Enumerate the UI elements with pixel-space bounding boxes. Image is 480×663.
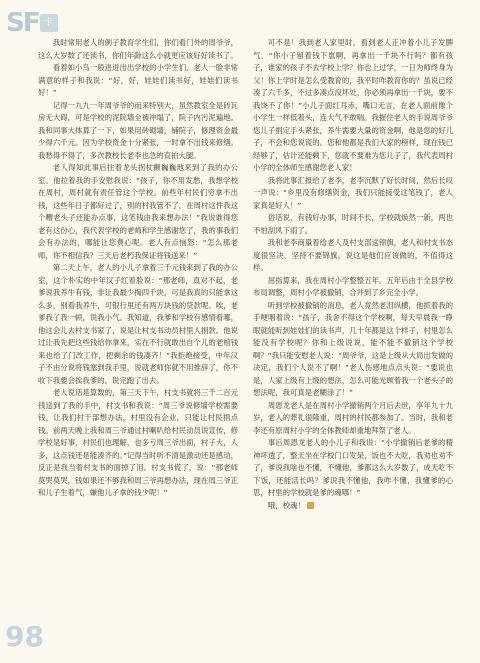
logo-stamp: 卡 [40, 14, 58, 32]
paragraph: 看着如小鸟一般进进出出学校的小学生们，老人一脸非常满意的样子和我说：“好，好，娃娃们读书好，娃娃们读书好！” [38, 63, 238, 97]
paragraph: 可不是！我到老人家里时，看到老人正冲着小儿子发脾气，“你小子留着钱下崽啊，再拿出一千块不行吗？都有孩子，谁家的孩子不去学校上学？你也上过学，一日为师终身为父！你上学时是怎么受教育的，我平时咋教育你的？虽说已经凑了六千多，不过多凑点没坏处，你必须再拿出一千块，要不我饶不了你！”小儿子面红耳赤，嘴口无言，在老人面前像个小学生一样低着头，连大气不敢喘。我握住老人的手说周爷爷您儿子捐定手头紧张，养牛需要大量的资金啊，他是您的好儿子，不会和您说谎的。您和他都是我们大家的榜样，现在钱已经够了，估计还能剩下，您就不要难为您儿子了，我代表周村小学的全体师生感谢您老人家！ [253, 38, 453, 172]
paragraph: 屈指算来，我在周村小学整整五年。五年后由于全县学校布局调整，周村小学被撤销，合并到了乡完全小学。 [253, 275, 453, 297]
paragraph: 听到学校被撤销的消息，老人竟然老泪纵横，他抓着我的手哽咽着说：“孩子，我舍不得这个学校啊，每天早晨我一睁眼就能听到娃娃们的读书声，几十年都是这个样子，村里怎么能没有学校呢？你和上级说说，能不能不撤销这个学校啊？”我只能安慰老人说：“周爷爷，这是上级从大局出发做的决定，我们个人说不了啊！”老人伤感地点点头说：“要说也是，人家上级有上级的想法，怎么可能光顾着我一个老头子的想法呢，我可真是老糊涂了！” [253, 300, 453, 397]
paragraph: 老人得知此事后拄着龙头拐杖颤巍巍地来到了我的办公室。他拉着我的手安慰我说：“孩子，你不用发愁，我想学校在周村，周村就有责任管这个学校。前些年村民们穷拿不出钱，这些年日子都好过了，别的村我管不了，在周村这件我这个糟老头子还能办点事，这笔钱由我来想办法！”我说谁得您老有这份心，我代表学校的老师和学生感谢您了，我的事我们会有办法的，哪能让您费心呢。老人有点恼怒：“怎么那老师，你不相信我？三天后老朽我保证将钱送来！” [38, 163, 238, 260]
closing-paragraph [253, 500, 453, 513]
left-text-column [38, 37, 238, 500]
logo-mark: SF [6, 8, 39, 38]
paragraph: 我将此事汇报给了老李，老李沉默了好长时间，然后长叹一声说：“乡里没有修缮资金，我们只能接受这笔钱了，老人家真是好人！” [253, 175, 453, 210]
closing-line: 哦，校魂！ [267, 500, 305, 510]
paragraph: 记得一九九一年周爷爷的而来特别大，虽然教室全是砖瓦房无大碍，可是学校的泥院墙全被冲塌了，院子内污泥遍地。我和同事大体算了一下，如果用砖砌墙，铺院子，修理资金最少得六千元。因为学校资金十分紧张，一时拿不出钱来修缮。我愁得不得了，多次教校长老李也急的直拍大腿。 [38, 100, 238, 160]
right-text-column [253, 37, 453, 512]
paragraph: 我时常用老人的例子教育学生们，你们看门外的周爷爷，这么大岁数了还读书，你们年龄这么小就更应该好好读书了。 [38, 38, 238, 60]
paragraph: 周恩龙老人是在周村小学撤销两个月后去世，享年九十九岁，老人的葬礼很隆重，周村的村民都参加了。当时，我和老李还有原周村小学的全体教师却重地拜祭了老人。 [253, 400, 453, 435]
page-number: 98 [5, 620, 44, 653]
end-mark-icon [307, 502, 314, 509]
paragraph: 老人说话是算数的，第三天下午，村支书就将三千二百元钱送到了我的手中，村支书和我说：“周三爷说修墙学校需要钱，让我们村干部想办法，村里没有企业，只能让村民捐点钱。前两天晚上我和周三爷通过村喇叭给村民动员说宣传，修学校是好事，村民们也理解，也多亏周三爷出面，村子大，人多，这点钱还是能凑齐的。”记得当时听不清是激动还是感动，反正是我当着村支书的面掉了泪。村支书慌了，说：“那老师莫哭莫哭，钱如果还不够我和周三爷再想办法，现在周三爷正和儿子生着气，嫌他儿子拿的钱少呢！” [38, 388, 238, 497]
paragraph: 俗话说，有钱好办事，时间不长，学校就焕然一新，两也不怕刮风下雨了。 [253, 213, 453, 235]
paragraph: 事后周恩龙老人的小儿子和我说：“小学撤销后老爹的精神坏透了，整天坐在学校门口发呆，饭也不大吃，我劝也劝不了，爹说我啥也不懂，不懂他，爹都这么大岁数了，成天吃不下饭，还能活长吗？爹说我不懂他，我咋不懂，我懂爹的心思，村里的学校就是爹的魂哪！” [253, 438, 453, 497]
magazine-logo [6, 4, 68, 38]
paragraph: 我和老李商量着给老人及村支部送锦旗，老人和村支书态度很坚决，坚持不要锦旗，说这是他们应该做的，不值得这样。 [253, 238, 453, 272]
paragraph: 第二天上午，老人的小儿子拿着三千元钱来到了我的办公室，这个朴实的中年汉子红着脸说：“那老师，真对不起，老爹说我养牛有钱，非让我最少掏四千块，可是我真的只能拿这么多，别看我养牛，可银行里还有两万块钱的贷款呢。唉，老爹我了我一顿，说我小气。我知道，我爹和学校有感情看哪，他这会儿去村支书家了，说是让村支书动员村里人捐款。他说过让我先把这些钱给你拿来，实在不行就敢出自个儿的老棺钱来也给了门改工作，把剩余的钱凑齐！”我拒绝接受，中年汉子不由分说将钱塞到我手里，说就老师你就不用推辞了，你不收下我要会挨我爹的。说完跑了出去。 [38, 263, 238, 385]
